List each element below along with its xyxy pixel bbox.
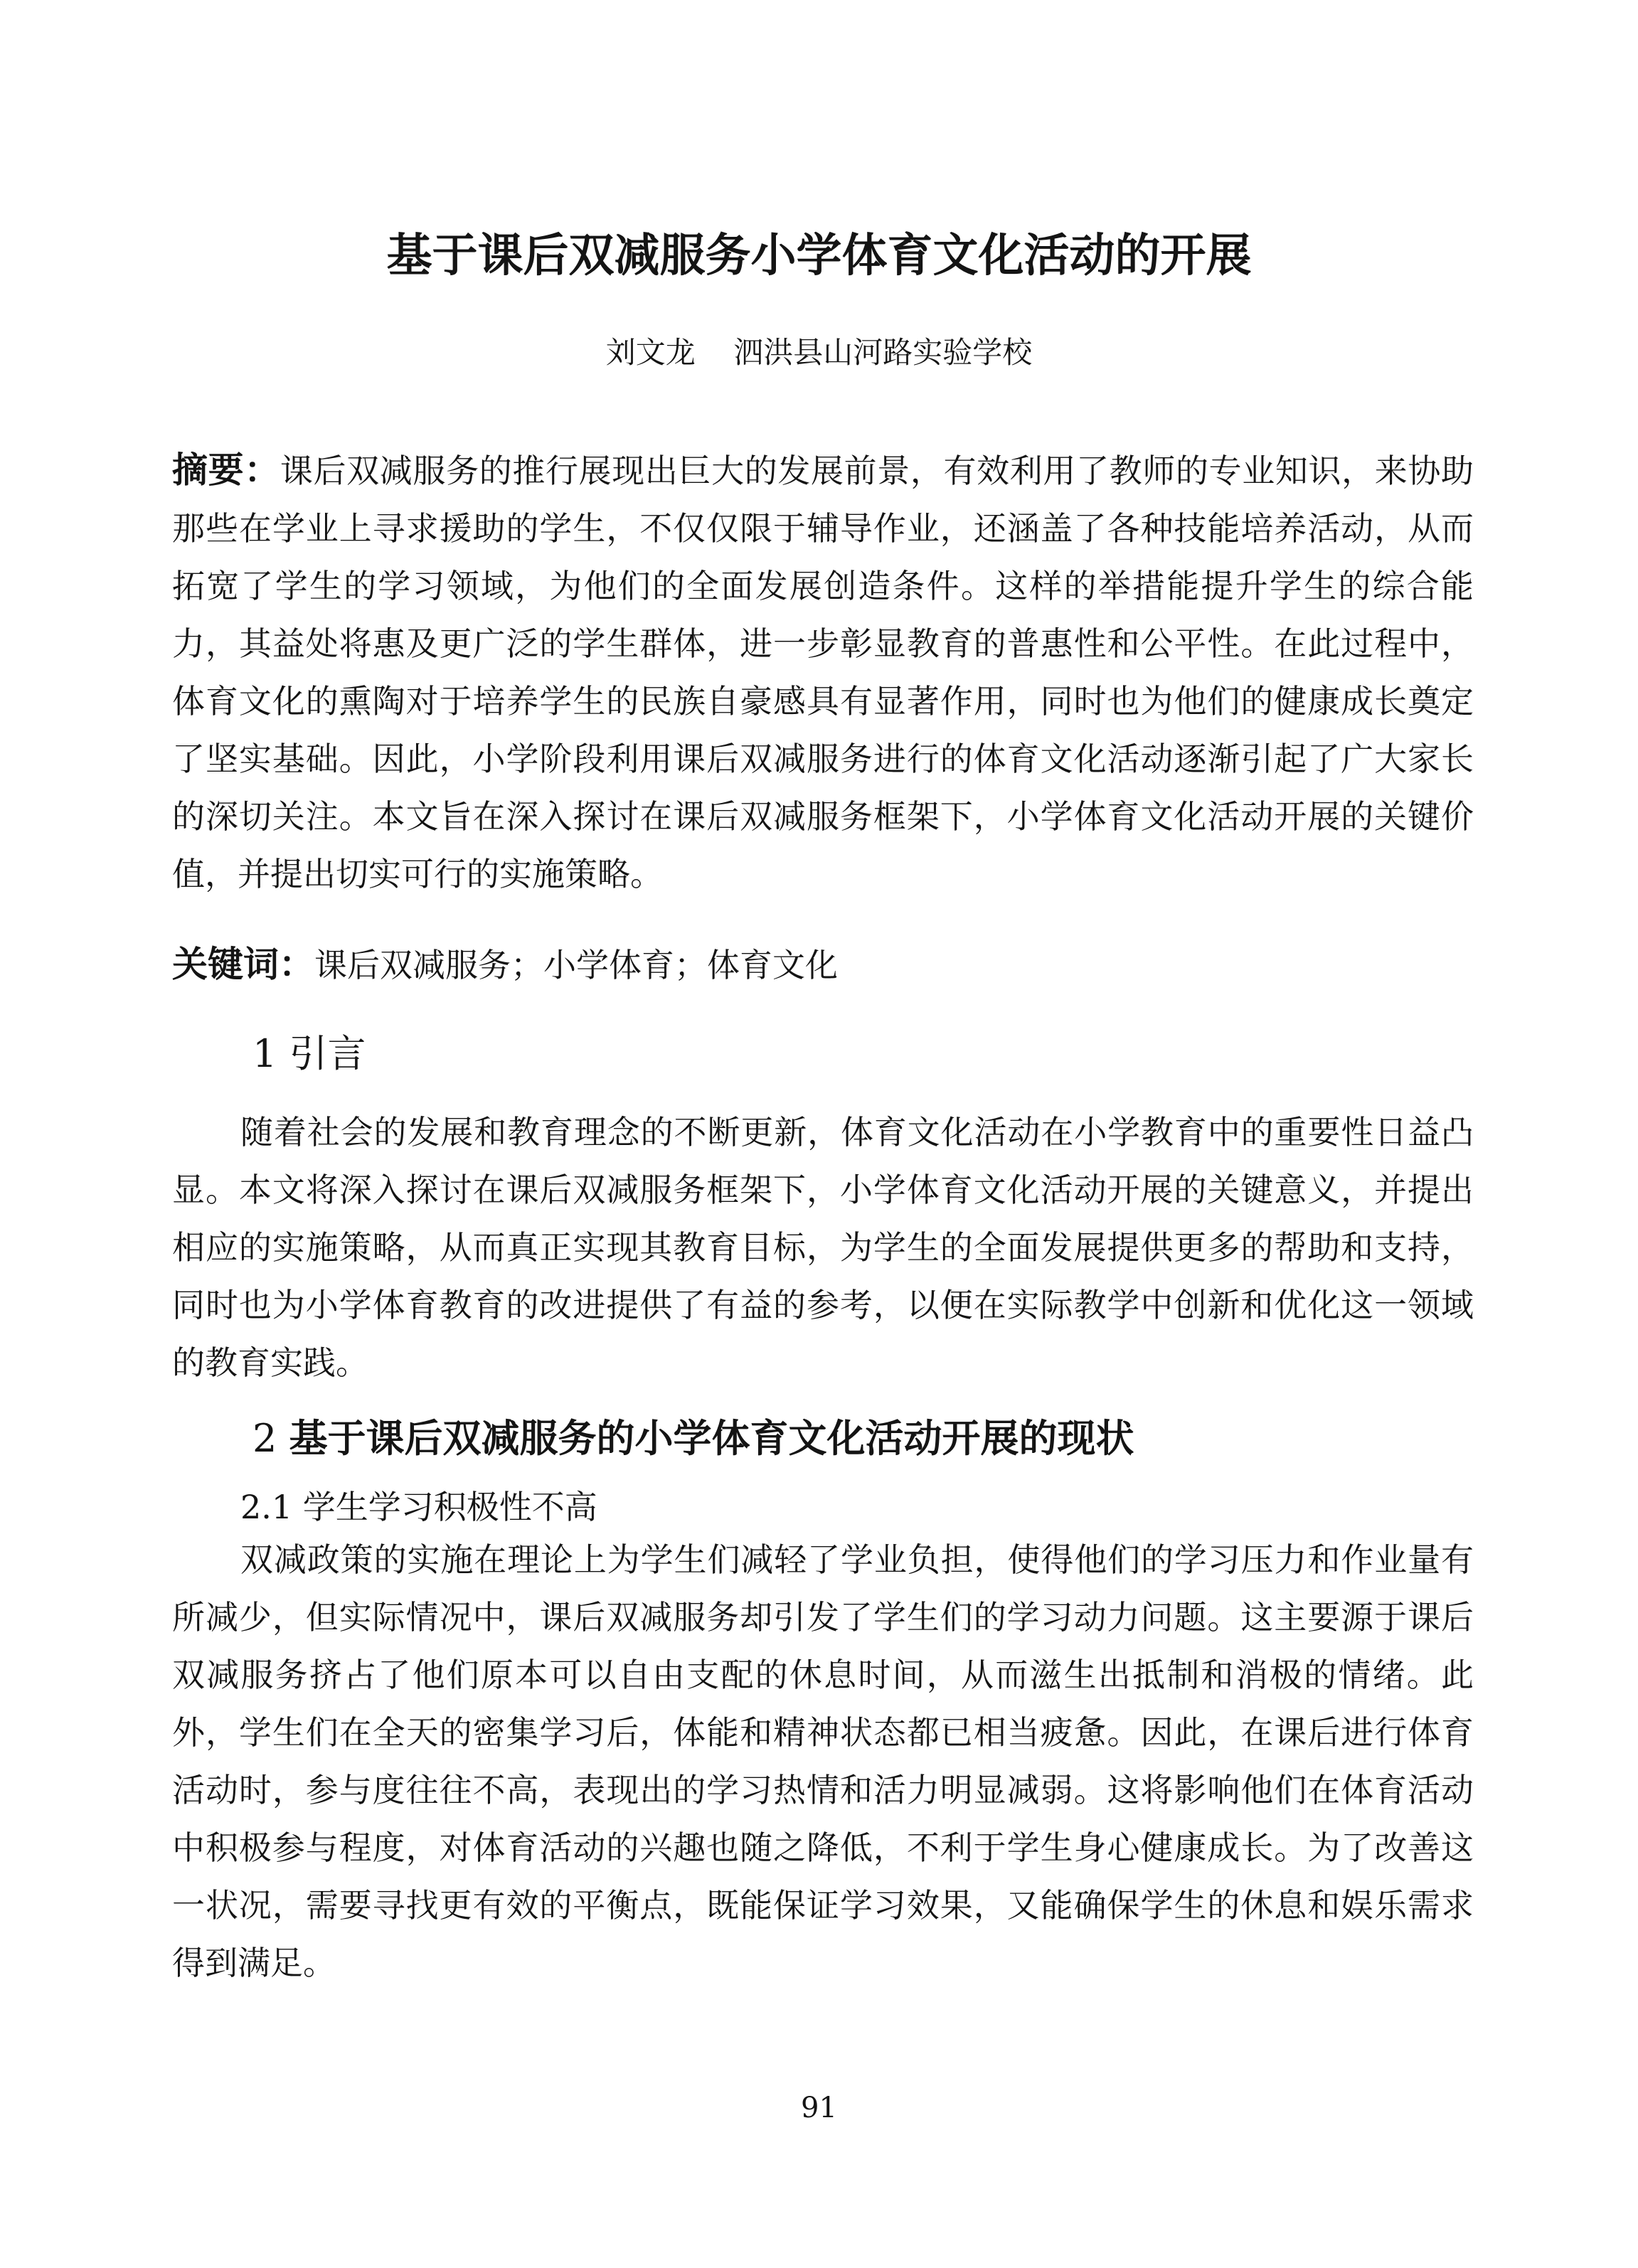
subsection-2-1-heading <box>240 1482 597 1532</box>
section-1-paragraph: 随着社会的发展和教育理念的不断更新，体育文化活动在小学教育中的重要性日益凸显。本文将深入探讨在课后双减服务框架下，小学体育文化活动开展的关键意义，并提出相应的实施策略，从而真正实现其教育目标，为学生的全面发展提供更多的帮助和支持，同时也为小学体育教育的改进提供了有益的参考，以便在实际教学中创新和优化这一领域的教育实践。 <box>172 1113 1474 1382</box>
abstract-label: 摘要： <box>172 449 280 491</box>
subsection-2-1-number: 2.1 <box>240 1488 293 1526</box>
section-1-number: 1 <box>252 1031 277 1076</box>
section-2-heading <box>252 1410 1134 1467</box>
author-line: 刘文龙 泗洪县山河路实验学校 <box>605 335 1033 370</box>
section-2-number: 2 <box>252 1416 277 1461</box>
keywords-label: 关键词： <box>172 944 314 985</box>
abstract-paragraph <box>172 442 1474 903</box>
section-2-1-paragraph: 双减政策的实施在理论上为学生们减轻了学业负担，使得他们的学习压力和作业量有所减少，但实际情况中，课后双减服务却引发了学生们的学习动力问题。这主要源于课后双减服务挤占了他们原本可以自由支配的休息时间，从而滋生出抵制和消极的情绪。此外，学生们在全天的密集学习后，体能和精神状态都已相当疲惫。因此，在课后进行体育活动时，参与度往往不高，表现出的学习热情和活力明显减弱。这将影响他们在体育活动中积极参与程度，对体育活动的兴趣也随之降低，不利于学生身心健康成长。为了改善这一状况，需要寻找更有效的平衡点，既能保证学习效果，又能确保学生的休息和娱乐需求得到满足。 <box>172 1540 1474 1982</box>
page-number: 91 <box>801 2092 837 2124</box>
keywords-line <box>172 936 1474 994</box>
abstract-text: 课后双减服务的推行展现出巨大的发展前景，有效利用了教师的专业知识，来协助那些在学业上寻求援助的学生，不仅仅限于辅导作业，还涵盖了各种技能培养活动，从而拓宽了学生的学习领域，为他们的全面发展创造条件。这样的举措能提升学生的综合能力，其益处将惠及更广泛的学生群体，进一步彰显教育的普惠性和公平性。在此过程中，体育文化的熏陶对于培养学生的民族自豪感具有显著作用，同时也为他们的健康成长奠定了坚实基础。因此，小学阶段利用课后双减服务进行的体育文化活动逐渐引起了广大家长的深切关注。本文旨在深入探讨在课后双减服务框架下，小学体育文化活动开展的关键价值，并提出切实可行的实施策略。 <box>172 452 1474 893</box>
subsection-2-1-title: 学生学习积极性不高 <box>302 1488 597 1526</box>
paper-title: 基于课后双减服务小学体育文化活动的开展 <box>386 230 1252 282</box>
section-1-title: 引言 <box>289 1031 366 1076</box>
section-2-title: 基于课后双减服务的小学体育文化活动开展的现状 <box>289 1416 1134 1461</box>
keywords-text: 课后双减服务；小学体育；体育文化 <box>314 946 838 984</box>
section-1-heading <box>252 1026 366 1082</box>
